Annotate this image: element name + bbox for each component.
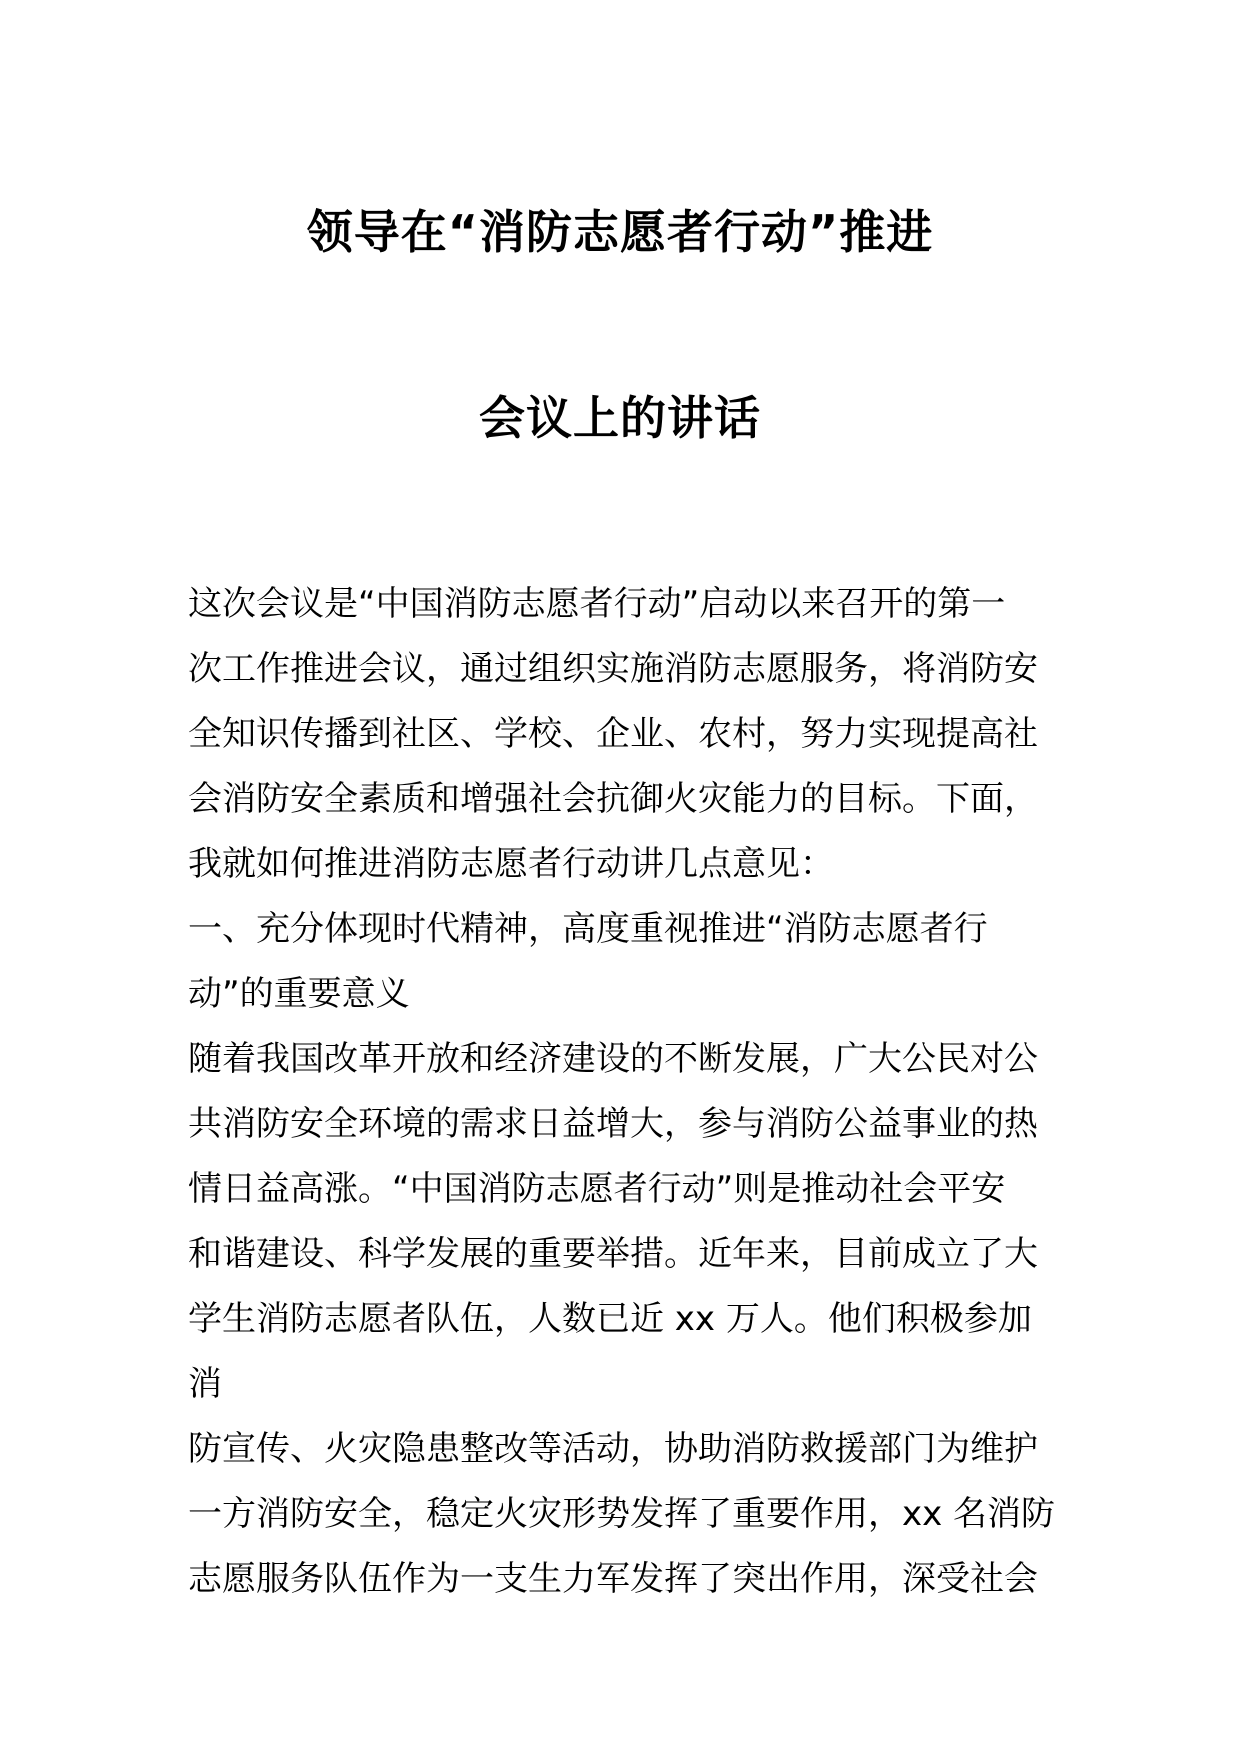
document-title-line-1: 领导在“消防志愿者行动”推进 <box>306 205 934 259</box>
intro-paragraph: 这次会议是“中国消防志愿者行动”启动以来召开的第一 次工作推进会议，通过组织实施消防志愿服务，将消防安 全知识传播到社区、学校、企业、农村，努力实现提高社 会消防安全素质和增强社会抗御火灾能力的目标。下面， 我就如何推进消防志愿者行动讲几点意见： <box>188 584 1038 884</box>
document-title-line-2: 会议上的讲话 <box>479 391 761 445</box>
section-1-paragraph: 随着我国改革开放和经济建设的不断发展，广大公民对公 共消防安全环境的需求日益增大，参与消防公益事业的热 情日益高涨。“中国消防志愿者行动”则是推动社会平安 和谐建设、科学发展的重要举措。近年来，目前成立了大 学生消防志愿者队伍，人数已近 xx 万人。他们积极参加消 防宣传、火灾隐患整改等活动，协助消防救援部门为维护 一方消防安全，稳定火灾形势发挥了重要作用，xx 名消防 志愿服务队伍作为一支生力军发挥了突出作用，深受社会 <box>188 1039 1056 1599</box>
section-heading-1: 一、充分体现时代精神，高度重视推进“消防志愿者行 动”的重要意义 <box>188 909 988 1014</box>
document-body <box>188 572 1058 1612</box>
